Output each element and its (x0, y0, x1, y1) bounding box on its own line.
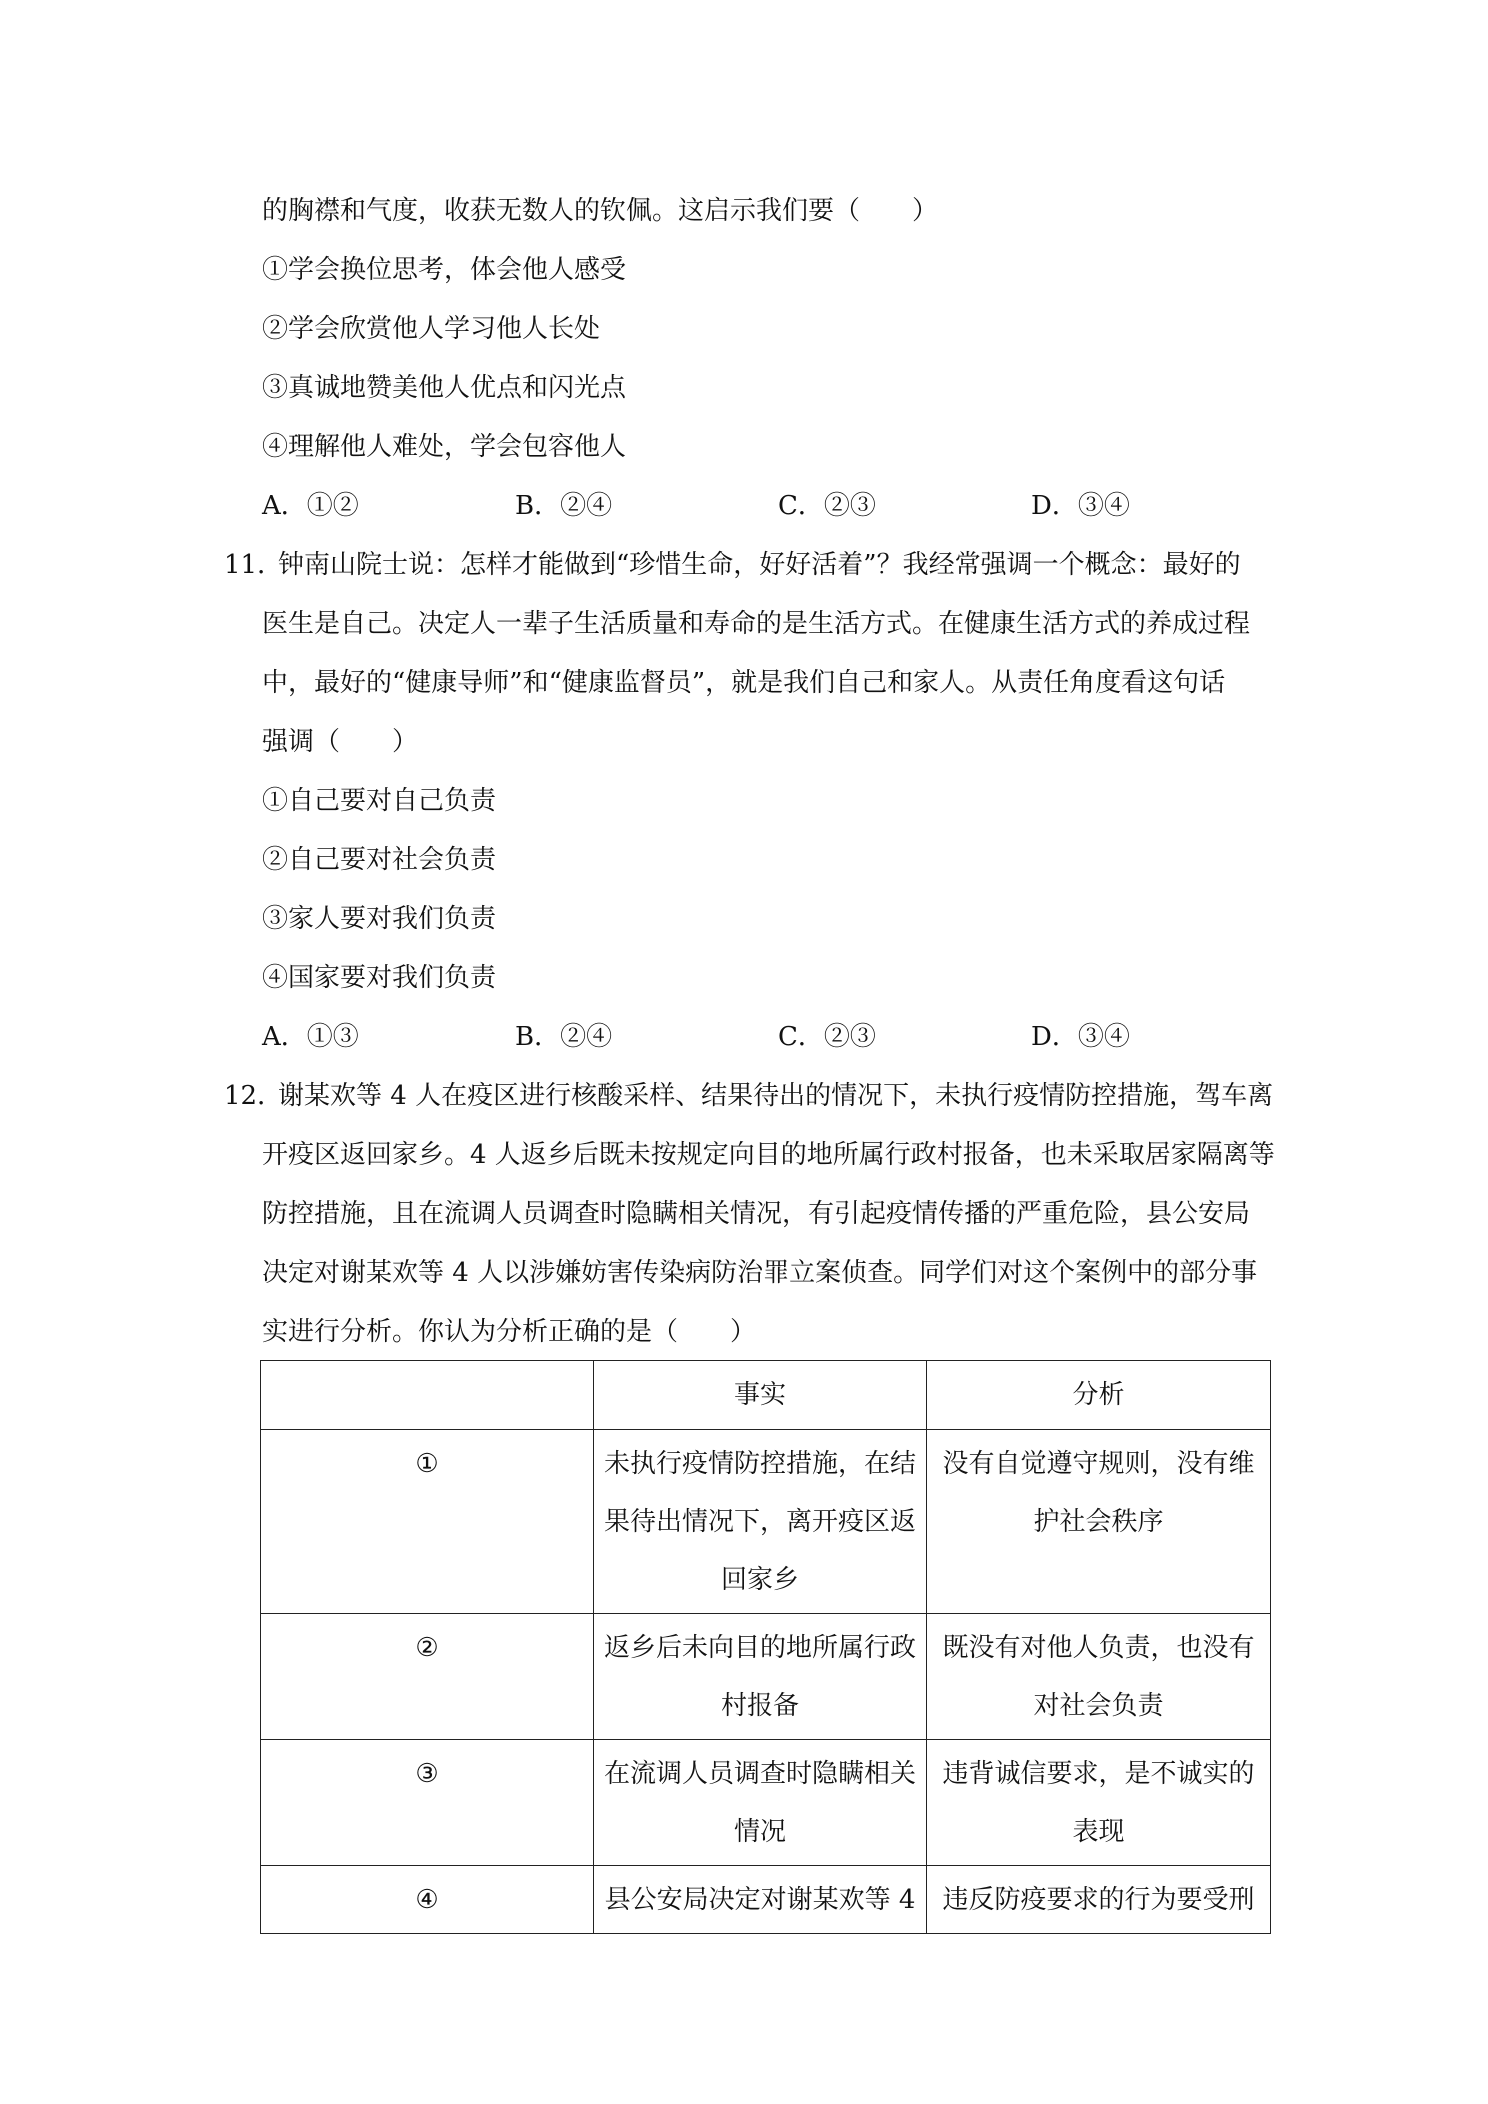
q12-stem-line-1: 谢某欢等 4 人在疫区进行核酸采样、结果待出的情况下，未执行疫情防控措施，驾车离 (278, 1081, 1274, 1111)
q10-item-1: ①学会换位思考，体会他人感受 (262, 255, 627, 285)
q10-item-2: ②学会欣赏他人学习他人长处 (262, 314, 601, 344)
q10-stem-tail: 的胸襟和气度，收获无数人的钦佩。这启示我们要（ ） (262, 196, 939, 226)
table-header-fact: 事实 (594, 1361, 927, 1430)
row-fact: 县公安局决定对谢某欢等 4 (594, 1866, 927, 1934)
q12-stem-line-4: 决定对谢某欢等 4 人以涉嫌妨害传染病防治罪立案侦查。同学们对这个案例中的部分事 (262, 1258, 1258, 1288)
q10-option-b[interactable]: B．②④ (515, 491, 613, 521)
q11-number: 11． (224, 550, 284, 580)
row-analysis: 既没有对他人负责，也没有对社会负责 (927, 1614, 1271, 1740)
q12-stem-line-5: 实进行分析。你认为分析正确的是（ ） (262, 1317, 757, 1347)
row-analysis: 违背诚信要求，是不诚实的表现 (927, 1740, 1271, 1866)
table-header-analysis: 分析 (927, 1361, 1271, 1430)
q12-number: 12． (224, 1081, 284, 1111)
table-row (261, 1740, 1271, 1866)
q10-option-c[interactable]: C．②③ (778, 491, 876, 521)
q11-stem-line-4: 强调（ ） (262, 727, 419, 757)
q11-item-1: ①自己要对自己负责 (262, 786, 497, 816)
row-fact: 返乡后未向目的地所属行政村报备 (594, 1614, 927, 1740)
table-row (261, 1614, 1271, 1740)
q10-option-d[interactable]: D．③④ (1031, 491, 1130, 521)
q12-stem-line-2: 开疫区返回家乡。4 人返乡后既未按规定向目的地所属行政村报备，也未采取居家隔离等 (262, 1140, 1275, 1170)
q12-stem-line-3: 防控措施，且在流调人员调查时隐瞒相关情况，有引起疫情传播的严重危险，县公安局 (262, 1199, 1251, 1229)
q11-item-3: ③家人要对我们负责 (262, 904, 497, 934)
row-fact: 未执行疫情防控措施，在结果待出情况下，离开疫区返回家乡 (594, 1430, 927, 1614)
q11-item-4: ④国家要对我们负责 (262, 963, 497, 993)
q11-stem-line-3: 中，最好的“健康导师”和“健康监督员”，就是我们自己和家人。从责任角度看这句话 (262, 668, 1226, 698)
q11-item-2: ②自己要对社会负责 (262, 845, 497, 875)
q10-option-a[interactable]: A．①② (262, 491, 359, 521)
q11-option-d[interactable]: D．③④ (1031, 1022, 1130, 1052)
q11-option-b[interactable]: B．②④ (515, 1022, 613, 1052)
table-row (261, 1430, 1271, 1614)
q10-item-3: ③真诚地赞美他人优点和闪光点 (262, 373, 627, 403)
row-analysis: 没有自觉遵守规则，没有维护社会秩序 (927, 1430, 1271, 1614)
row-number: ④ (261, 1866, 594, 1934)
q10-item-4: ④理解他人难处，学会包容他人 (262, 432, 627, 462)
q11-stem-line-2: 医生是自己。决定人一辈子生活质量和寿命的是生活方式。在健康生活方式的养成过程 (262, 609, 1251, 639)
q11-option-c[interactable]: C．②③ (778, 1022, 876, 1052)
q11-option-a[interactable]: A．①③ (262, 1022, 359, 1052)
q12-facts-table (260, 1360, 1271, 1934)
row-number: ① (261, 1430, 594, 1614)
row-fact: 在流调人员调查时隐瞒相关情况 (594, 1740, 927, 1866)
row-number: ② (261, 1614, 594, 1740)
table-row (261, 1866, 1271, 1934)
q11-stem-line-1: 钟南山院士说：怎样才能做到“珍惜生命，好好活着”？我经常强调一个概念：最好的 (278, 550, 1241, 580)
table-header-row (261, 1361, 1271, 1430)
row-analysis: 违反防疫要求的行为要受刑 (927, 1866, 1271, 1934)
row-number: ③ (261, 1740, 594, 1866)
table-header-blank (261, 1361, 594, 1430)
